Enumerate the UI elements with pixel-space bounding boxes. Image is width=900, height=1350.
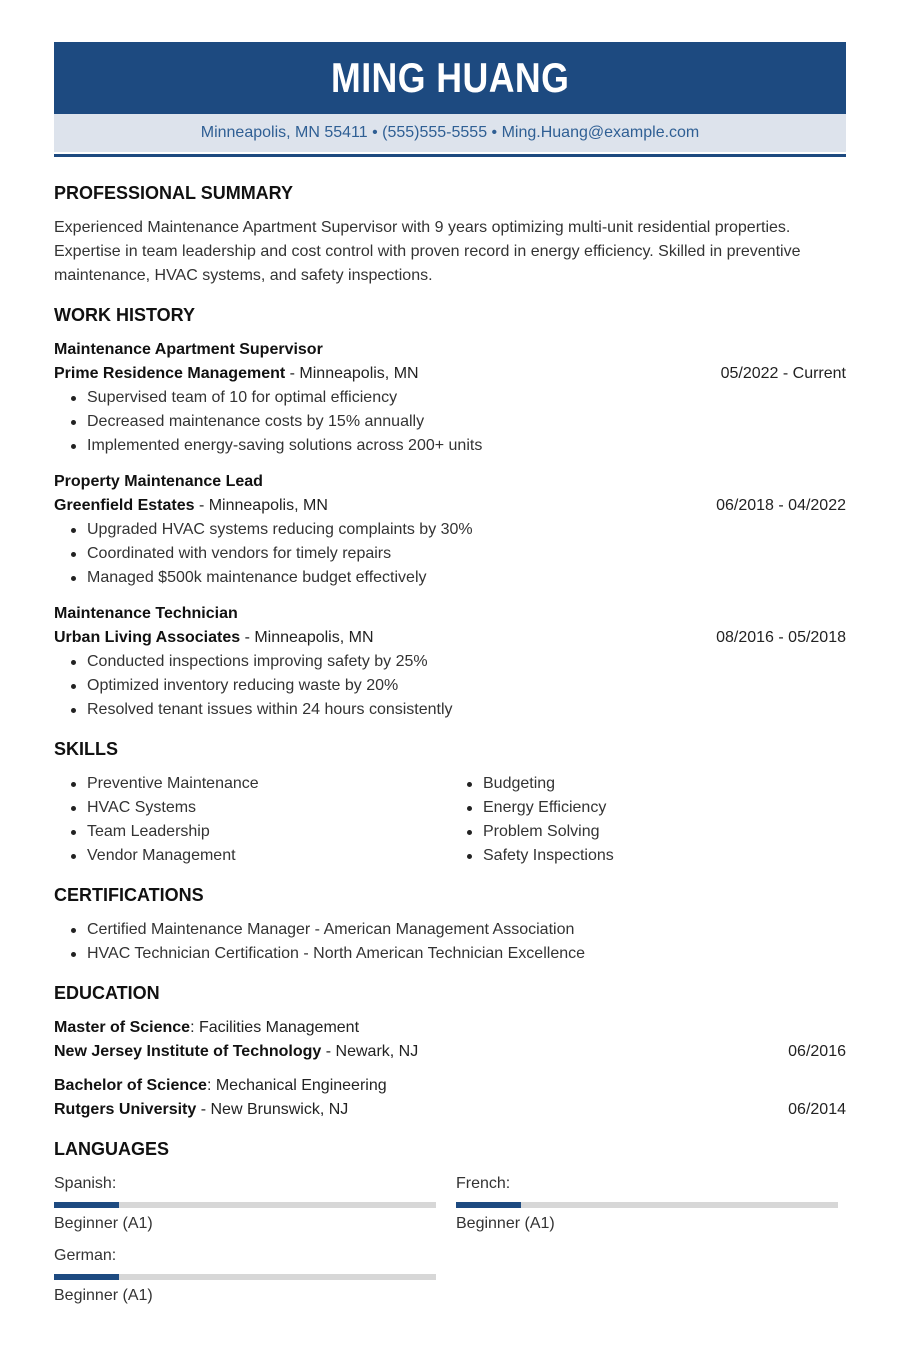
list-item: Certified Maintenance Manager - American Management Association xyxy=(54,918,846,942)
list-item: Preventive Maintenance xyxy=(54,772,450,796)
proficiency-bar xyxy=(54,1202,436,1208)
graduation-date: 06/2014 xyxy=(788,1101,846,1118)
skills-column-left xyxy=(54,772,450,868)
job-entry xyxy=(54,338,846,458)
language-entry xyxy=(54,1244,456,1308)
proficiency-fill xyxy=(456,1202,521,1208)
school-line xyxy=(54,1040,846,1064)
list-item: Problem Solving xyxy=(450,820,846,844)
education-section xyxy=(54,980,846,1122)
company-name: Urban Living Associates xyxy=(54,629,241,646)
list-item: Safety Inspections xyxy=(450,844,846,868)
language-name: German: xyxy=(54,1247,117,1264)
proficiency-bar xyxy=(54,1274,436,1280)
list-item: Energy Efficiency xyxy=(450,796,846,820)
list-item: HVAC Systems xyxy=(54,796,450,820)
list-item: Managed $500k maintenance budget effectively xyxy=(54,566,846,590)
contact-bar xyxy=(54,114,846,152)
job-bullets xyxy=(54,386,846,458)
name-banner xyxy=(54,42,846,114)
language-name: French: xyxy=(456,1175,511,1192)
job-dates: 05/2022 - Current xyxy=(720,365,846,382)
languages-section xyxy=(54,1136,846,1308)
language-level: Beginner (A1) xyxy=(456,1215,555,1232)
language-entry xyxy=(456,1172,846,1236)
summary-section xyxy=(54,180,846,288)
section-title: CERTIFICATIONS xyxy=(54,885,204,905)
language-level: Beginner (A1) xyxy=(54,1287,153,1304)
skills-section xyxy=(54,736,846,868)
work-history-section xyxy=(54,302,846,722)
job-entry xyxy=(54,470,846,590)
language-level: Beginner (A1) xyxy=(54,1215,153,1232)
job-location: - Minneapolis, MN xyxy=(194,497,328,514)
resume-body xyxy=(54,180,846,1322)
proficiency-fill xyxy=(54,1202,119,1208)
school-name: New Jersey Institute of Technology xyxy=(54,1043,322,1060)
skills-column-right xyxy=(450,772,846,868)
contact-info: Minneapolis, MN 55411 • (555)555-5555 • Ming.Huang@example.com xyxy=(200,124,700,141)
job-title: Property Maintenance Lead xyxy=(54,473,263,490)
summary-text: Experienced Maintenance Apartment Supervisor with 9 years optimizing multi-unit residential properties. Expertise in team leadership and cost control with proven record in energy efficiency. Skilled in preventive maintenance, HVAC systems, and safety inspections. xyxy=(54,219,801,284)
language-name: Spanish: xyxy=(54,1175,117,1192)
list-item: Vendor Management xyxy=(54,844,450,868)
job-employer-line xyxy=(54,494,846,518)
list-item: Decreased maintenance costs by 15% annually xyxy=(54,410,846,434)
language-entry xyxy=(54,1172,456,1236)
degree-field: : Mechanical Engineering xyxy=(206,1077,387,1094)
company-name: Greenfield Estates xyxy=(54,497,195,514)
school-location: - Newark, NJ xyxy=(321,1043,419,1060)
certifications-section xyxy=(54,882,846,966)
section-title: PROFESSIONAL SUMMARY xyxy=(54,183,294,203)
job-entry xyxy=(54,602,846,722)
proficiency-fill xyxy=(54,1274,119,1280)
list-item: Implemented energy-saving solutions across 200+ units xyxy=(54,434,846,458)
list-item: Budgeting xyxy=(450,772,846,796)
job-employer-line xyxy=(54,362,846,386)
list-item: Supervised team of 10 for optimal efficiency xyxy=(54,386,846,410)
job-location: - Minneapolis, MN xyxy=(240,629,374,646)
company-name: Prime Residence Management xyxy=(54,365,286,382)
graduation-date: 06/2016 xyxy=(788,1043,846,1060)
skills-grid xyxy=(54,772,846,868)
job-location: - Minneapolis, MN xyxy=(285,365,419,382)
list-item: Resolved tenant issues within 24 hours consistently xyxy=(54,698,846,722)
job-employer-line xyxy=(54,626,846,650)
job-dates: 08/2016 - 05/2018 xyxy=(716,629,846,646)
degree-name: Master of Science xyxy=(54,1019,191,1036)
candidate-name: MING HUANG xyxy=(330,54,570,101)
languages-grid xyxy=(54,1172,846,1308)
degree-field: : Facilities Management xyxy=(190,1019,360,1036)
school-location: - New Brunswick, NJ xyxy=(196,1101,349,1118)
section-title: EDUCATION xyxy=(54,983,160,1003)
section-title: LANGUAGES xyxy=(54,1139,170,1159)
job-dates: 06/2018 - 04/2022 xyxy=(716,497,846,514)
list-item: Team Leadership xyxy=(54,820,450,844)
education-entry xyxy=(54,1074,846,1122)
section-title: WORK HISTORY xyxy=(54,305,196,325)
resume-header xyxy=(54,42,846,157)
job-title: Maintenance Technician xyxy=(54,605,238,622)
proficiency-bar xyxy=(456,1202,838,1208)
list-item: Optimized inventory reducing waste by 20% xyxy=(54,674,846,698)
list-item: Coordinated with vendors for timely repairs xyxy=(54,542,846,566)
school-name: Rutgers University xyxy=(54,1101,197,1118)
certifications-list xyxy=(54,918,846,966)
degree-name: Bachelor of Science xyxy=(54,1077,207,1094)
list-item: HVAC Technician Certification - North American Technician Excellence xyxy=(54,942,846,966)
section-title: SKILLS xyxy=(54,739,119,759)
job-bullets xyxy=(54,518,846,590)
list-item: Upgraded HVAC systems reducing complaints by 30% xyxy=(54,518,846,542)
list-item: Conducted inspections improving safety by 25% xyxy=(54,650,846,674)
education-entry xyxy=(54,1016,846,1064)
job-title: Maintenance Apartment Supervisor xyxy=(54,341,323,358)
job-bullets xyxy=(54,650,846,722)
header-divider xyxy=(54,154,846,157)
school-line xyxy=(54,1098,846,1122)
